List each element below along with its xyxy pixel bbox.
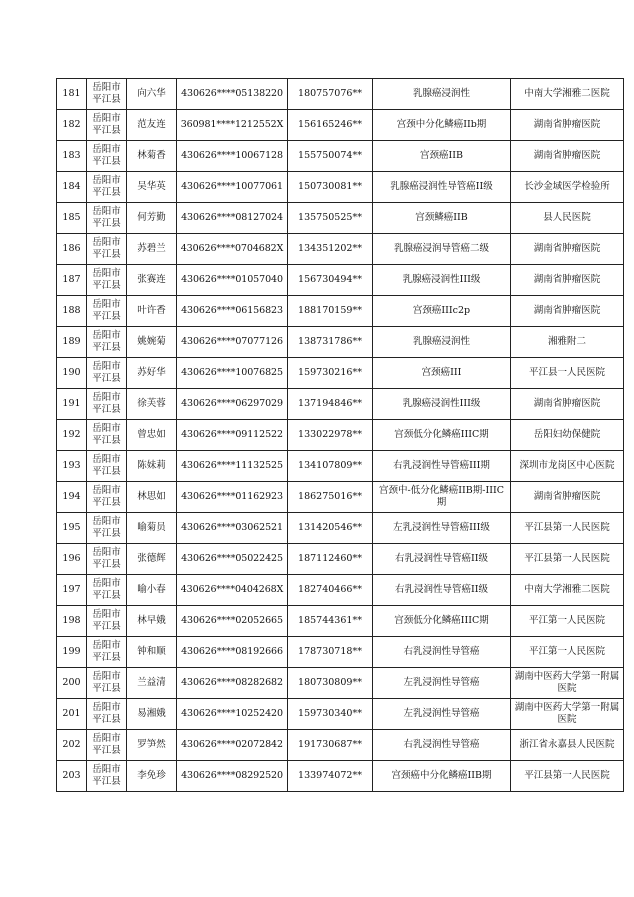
phone-cell: 135750525** [288, 203, 373, 234]
phone-cell: 133022978** [288, 420, 373, 451]
region-cell: 岳阳市平江县 [87, 296, 127, 327]
phone-cell: 133974072** [288, 761, 373, 792]
region-cell: 岳阳市平江县 [87, 451, 127, 482]
row-number: 186 [57, 234, 87, 265]
phone-cell: 191730687** [288, 730, 373, 761]
phone-cell: 180730809** [288, 668, 373, 699]
table-row [57, 265, 624, 296]
hospital-cell: 深圳市龙岗区中心医院 [511, 451, 624, 482]
id-number-cell: 430626****08292520 [177, 761, 288, 792]
table-row [57, 482, 624, 513]
diagnosis-cell: 宫颈癌IIIc2p [373, 296, 511, 327]
id-number-cell: 430626****10252420 [177, 699, 288, 730]
region-cell: 岳阳市平江县 [87, 482, 127, 513]
name-cell: 钟和顺 [127, 637, 177, 668]
region-cell: 岳阳市平江县 [87, 172, 127, 203]
diagnosis-cell: 宫颈癌III [373, 358, 511, 389]
id-number-cell: 430626****02072842 [177, 730, 288, 761]
phone-cell: 137194846** [288, 389, 373, 420]
phone-cell: 178730718** [288, 637, 373, 668]
phone-cell: 159730340** [288, 699, 373, 730]
phone-cell: 150730081** [288, 172, 373, 203]
id-number-cell: 430626****01057040 [177, 265, 288, 296]
diagnosis-cell: 宫颈癌中分化鳞癌IIB期 [373, 761, 511, 792]
id-number-cell: 430626****07077126 [177, 327, 288, 358]
diagnosis-cell: 乳腺癌浸润性导管癌II级 [373, 172, 511, 203]
table-row [57, 203, 624, 234]
diagnosis-cell: 乳腺癌浸润导管癌二级 [373, 234, 511, 265]
region-cell: 岳阳市平江县 [87, 265, 127, 296]
region-cell: 岳阳市平江县 [87, 141, 127, 172]
row-number: 193 [57, 451, 87, 482]
diagnosis-cell: 乳腺癌浸润性 [373, 79, 511, 110]
hospital-cell: 湖南省肿瘤医院 [511, 110, 624, 141]
hospital-cell: 浙江省永嘉县人民医院 [511, 730, 624, 761]
name-cell: 曾忠如 [127, 420, 177, 451]
id-number-cell: 430626****0404268X [177, 575, 288, 606]
row-number: 200 [57, 668, 87, 699]
hospital-cell: 平江第一人民医院 [511, 637, 624, 668]
table-row [57, 79, 624, 110]
id-number-cell: 430626****02052665 [177, 606, 288, 637]
region-cell: 岳阳市平江县 [87, 110, 127, 141]
hospital-cell: 岳阳妇幼保健院 [511, 420, 624, 451]
region-cell: 岳阳市平江县 [87, 513, 127, 544]
phone-cell: 134107809** [288, 451, 373, 482]
table-row [57, 513, 624, 544]
row-number: 191 [57, 389, 87, 420]
diagnosis-cell: 宫颈低分化鳞癌IIIC期 [373, 606, 511, 637]
diagnosis-cell: 右乳浸润性导管癌III期 [373, 451, 511, 482]
name-cell: 喻菊员 [127, 513, 177, 544]
hospital-cell: 平江县一人民医院 [511, 358, 624, 389]
table-row [57, 358, 624, 389]
name-cell: 张德辉 [127, 544, 177, 575]
phone-cell: 155750074** [288, 141, 373, 172]
name-cell: 喻小春 [127, 575, 177, 606]
row-number: 181 [57, 79, 87, 110]
hospital-cell: 湖南中医药大学第一附属医院 [511, 668, 624, 699]
hospital-cell: 平江第一人民医院 [511, 606, 624, 637]
diagnosis-cell: 右乳浸润性导管癌 [373, 730, 511, 761]
id-number-cell: 430626****09112522 [177, 420, 288, 451]
phone-cell: 159730216** [288, 358, 373, 389]
hospital-cell: 湖南省肿瘤医院 [511, 234, 624, 265]
id-number-cell: 430626****11132525 [177, 451, 288, 482]
id-number-cell: 430626****10067128 [177, 141, 288, 172]
hospital-cell: 中南大学湘雅二医院 [511, 575, 624, 606]
phone-cell: 185744361** [288, 606, 373, 637]
phone-cell: 188170159** [288, 296, 373, 327]
hospital-cell: 平江县第一人民医院 [511, 761, 624, 792]
name-cell: 张赛连 [127, 265, 177, 296]
phone-cell: 182740466** [288, 575, 373, 606]
region-cell: 岳阳市平江县 [87, 637, 127, 668]
table-row [57, 141, 624, 172]
table-row [57, 637, 624, 668]
row-number: 194 [57, 482, 87, 513]
row-number: 183 [57, 141, 87, 172]
id-number-cell: 430626****10076825 [177, 358, 288, 389]
diagnosis-cell: 宫颈中-低分化鳞癌IIB期-IIIC期 [373, 482, 511, 513]
diagnosis-cell: 左乳浸润性导管癌 [373, 699, 511, 730]
table-row [57, 451, 624, 482]
table-row [57, 234, 624, 265]
phone-cell: 156730494** [288, 265, 373, 296]
diagnosis-cell: 左乳浸润性导管癌III级 [373, 513, 511, 544]
region-cell: 岳阳市平江县 [87, 358, 127, 389]
phone-cell: 187112460** [288, 544, 373, 575]
name-cell: 陈妹莉 [127, 451, 177, 482]
hospital-cell: 平江县第一人民医院 [511, 544, 624, 575]
table-row [57, 668, 624, 699]
name-cell: 苏好华 [127, 358, 177, 389]
row-number: 195 [57, 513, 87, 544]
row-number: 198 [57, 606, 87, 637]
name-cell: 林思如 [127, 482, 177, 513]
region-cell: 岳阳市平江县 [87, 668, 127, 699]
name-cell: 吴华英 [127, 172, 177, 203]
phone-cell: 131420546** [288, 513, 373, 544]
row-number: 188 [57, 296, 87, 327]
table-row [57, 110, 624, 141]
table-row [57, 699, 624, 730]
patient-table [56, 78, 624, 792]
hospital-cell: 湘雅附二 [511, 327, 624, 358]
hospital-cell: 中南大学湘雅二医院 [511, 79, 624, 110]
name-cell: 易湘娥 [127, 699, 177, 730]
diagnosis-cell: 宫颈癌IIB [373, 141, 511, 172]
row-number: 192 [57, 420, 87, 451]
row-number: 182 [57, 110, 87, 141]
hospital-cell: 湖南省肿瘤医院 [511, 296, 624, 327]
region-cell: 岳阳市平江县 [87, 79, 127, 110]
phone-cell: 138731786** [288, 327, 373, 358]
diagnosis-cell: 乳腺癌浸润性 [373, 327, 511, 358]
name-cell: 兰益清 [127, 668, 177, 699]
hospital-cell: 平江县第一人民医院 [511, 513, 624, 544]
region-cell: 岳阳市平江县 [87, 575, 127, 606]
region-cell: 岳阳市平江县 [87, 699, 127, 730]
hospital-cell: 湖南中医药大学第一附属医院 [511, 699, 624, 730]
phone-cell: 156165246** [288, 110, 373, 141]
region-cell: 岳阳市平江县 [87, 730, 127, 761]
hospital-cell: 湖南省肿瘤医院 [511, 482, 624, 513]
row-number: 197 [57, 575, 87, 606]
hospital-cell: 湖南省肿瘤医院 [511, 141, 624, 172]
name-cell: 范友连 [127, 110, 177, 141]
row-number: 187 [57, 265, 87, 296]
id-number-cell: 430626****05022425 [177, 544, 288, 575]
diagnosis-cell: 乳腺癌浸润性III级 [373, 389, 511, 420]
id-number-cell: 430626****03062521 [177, 513, 288, 544]
name-cell: 何芳勤 [127, 203, 177, 234]
table-row [57, 575, 624, 606]
table-row [57, 730, 624, 761]
row-number: 203 [57, 761, 87, 792]
diagnosis-cell: 宫颈鳞癌IIB [373, 203, 511, 234]
id-number-cell: 430626****05138220 [177, 79, 288, 110]
name-cell: 姚婉菊 [127, 327, 177, 358]
table-row [57, 761, 624, 792]
table-row [57, 296, 624, 327]
region-cell: 岳阳市平江县 [87, 761, 127, 792]
phone-cell: 186275016** [288, 482, 373, 513]
row-number: 184 [57, 172, 87, 203]
hospital-cell: 县人民医院 [511, 203, 624, 234]
hospital-cell: 长沙金域医学检验所 [511, 172, 624, 203]
table-row [57, 172, 624, 203]
region-cell: 岳阳市平江县 [87, 389, 127, 420]
id-number-cell: 430626****10077061 [177, 172, 288, 203]
row-number: 202 [57, 730, 87, 761]
name-cell: 叶许香 [127, 296, 177, 327]
region-cell: 岳阳市平江县 [87, 234, 127, 265]
name-cell: 罗笋然 [127, 730, 177, 761]
diagnosis-cell: 宫颈低分化鳞癌IIIC期 [373, 420, 511, 451]
region-cell: 岳阳市平江县 [87, 327, 127, 358]
phone-cell: 134351202** [288, 234, 373, 265]
name-cell: 林早娥 [127, 606, 177, 637]
diagnosis-cell: 右乳浸润性导管癌II级 [373, 544, 511, 575]
diagnosis-cell: 右乳浸润性导管癌 [373, 637, 511, 668]
row-number: 196 [57, 544, 87, 575]
name-cell: 林菊香 [127, 141, 177, 172]
name-cell: 徐芙蓉 [127, 389, 177, 420]
table-row [57, 327, 624, 358]
row-number: 201 [57, 699, 87, 730]
diagnosis-cell: 左乳浸润性导管癌 [373, 668, 511, 699]
diagnosis-cell: 宫颈中分化鳞癌IIb期 [373, 110, 511, 141]
id-number-cell: 430626****01162923 [177, 482, 288, 513]
region-cell: 岳阳市平江县 [87, 203, 127, 234]
row-number: 185 [57, 203, 87, 234]
id-number-cell: 430626****08127024 [177, 203, 288, 234]
hospital-cell: 湖南省肿瘤医院 [511, 389, 624, 420]
phone-cell: 180757076** [288, 79, 373, 110]
name-cell: 向六华 [127, 79, 177, 110]
region-cell: 岳阳市平江县 [87, 420, 127, 451]
table-row [57, 544, 624, 575]
table-body [57, 79, 624, 792]
table-row [57, 389, 624, 420]
table-row [57, 420, 624, 451]
id-number-cell: 430626****06297029 [177, 389, 288, 420]
diagnosis-cell: 乳腺癌浸润性III级 [373, 265, 511, 296]
id-number-cell: 430626****08192666 [177, 637, 288, 668]
id-number-cell: 430626****0704682X [177, 234, 288, 265]
name-cell: 苏碧兰 [127, 234, 177, 265]
diagnosis-cell: 右乳浸润性导管癌II级 [373, 575, 511, 606]
row-number: 199 [57, 637, 87, 668]
id-number-cell: 360981****1212552X [177, 110, 288, 141]
row-number: 190 [57, 358, 87, 389]
region-cell: 岳阳市平江县 [87, 544, 127, 575]
row-number: 189 [57, 327, 87, 358]
table-row [57, 606, 624, 637]
hospital-cell: 湖南省肿瘤医院 [511, 265, 624, 296]
id-number-cell: 430626****06156823 [177, 296, 288, 327]
id-number-cell: 430626****08282682 [177, 668, 288, 699]
name-cell: 李免珍 [127, 761, 177, 792]
region-cell: 岳阳市平江县 [87, 606, 127, 637]
